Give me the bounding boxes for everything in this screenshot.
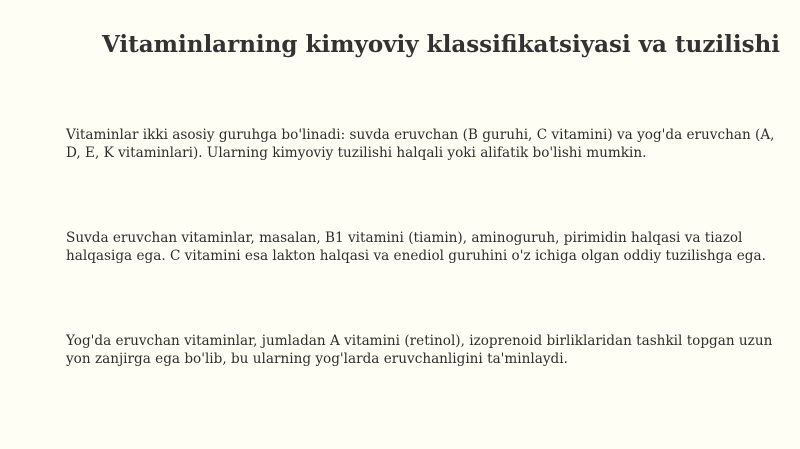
slide-title: Vitaminlarning kimyoviy klassifikatsiyasi va tuzilishi — [101, 31, 780, 58]
paragraph-fat-soluble: Yog'da eruvchan vitaminlar, jumladan A vitamini (retinol), izoprenoid birliklaridan tashkil topgan uzun yon zanjirga ega bo'lib, bu ularning yog'larda eruvchanligini ta'minlaydi. — [66, 333, 773, 367]
paragraph-classification: Vitaminlar ikki asosiy guruhga bo'linadi: suvda eruvchan (B guruhi, C vitamini) va yog'da eruvchan (A, D, E, K vitaminlari). Ularning kimyoviy tuzilishi halqali yoki alifatik bo'lishi mumkin. — [66, 127, 775, 161]
paragraph-water-soluble: Suvda eruvchan vitaminlar, masalan, B1 vitamini (tiamin), aminoguruh, pirimidin halqasi va tiazol halqasiga ega. C vitamini esa lakton halqasi va enediol guruhini o'z ichiga olgan oddiy tuzilishga ega. — [66, 230, 766, 264]
